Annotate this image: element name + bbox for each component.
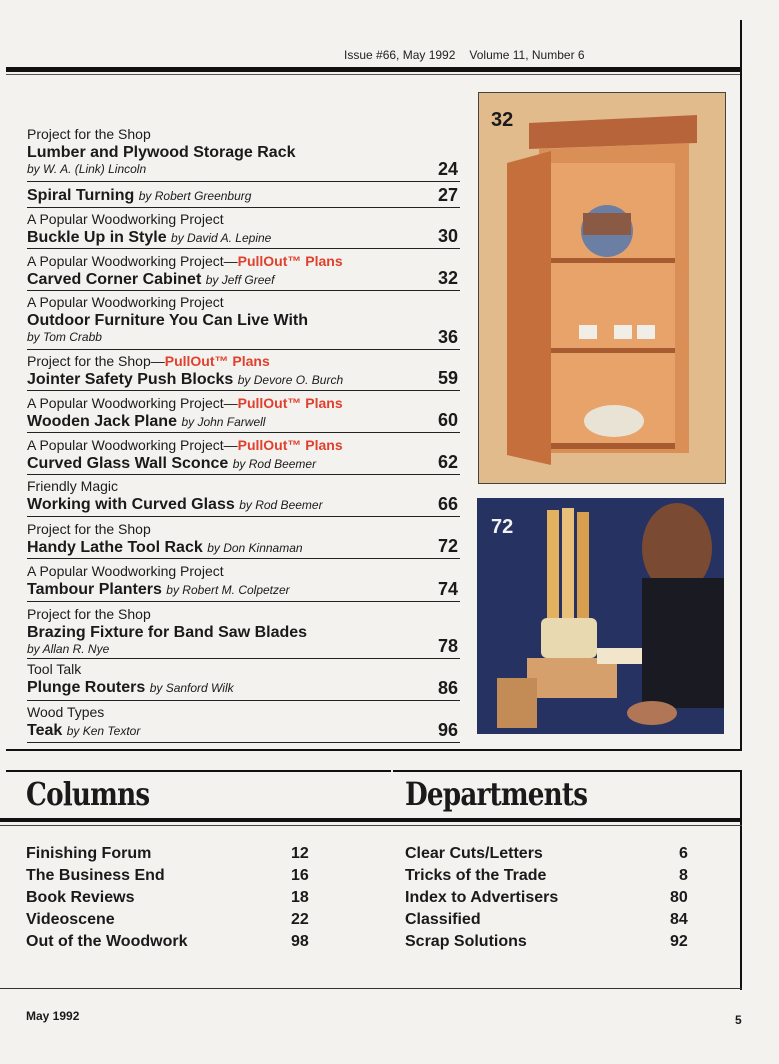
departments-item[interactable] bbox=[405, 887, 705, 909]
entry-kicker: A Popular Woodworking Project bbox=[27, 211, 224, 227]
entry-page: 86 bbox=[437, 678, 458, 698]
entry-kicker: A Popular Woodworking Project bbox=[27, 294, 224, 310]
columns-list bbox=[26, 843, 316, 953]
toc-entry[interactable] bbox=[27, 659, 460, 701]
departments-item[interactable] bbox=[405, 909, 705, 931]
entry-byline: by Don Kinnaman bbox=[207, 541, 303, 555]
entry-page: 36 bbox=[437, 327, 458, 347]
entry-kicker: A Popular Woodworking Project bbox=[27, 563, 224, 579]
departments-item-page: 8 bbox=[679, 867, 688, 884]
departments-item-label: Clear Cuts/Letters bbox=[405, 845, 543, 862]
columns-item-label: The Business End bbox=[26, 867, 165, 884]
toc-entry[interactable] bbox=[27, 433, 460, 475]
top-rule-thin bbox=[6, 74, 740, 75]
columns-item-label: Book Reviews bbox=[26, 889, 135, 906]
entry-page: 24 bbox=[437, 159, 458, 179]
entry-byline: by Robert Greenburg bbox=[138, 189, 252, 203]
columns-item[interactable] bbox=[26, 931, 316, 953]
departments-item-page: 6 bbox=[679, 845, 688, 862]
entry-byline: by Rod Beemer bbox=[239, 498, 323, 512]
entry-byline: by Jeff Greef bbox=[205, 273, 275, 287]
departments-item-label: Index to Advertisers bbox=[405, 889, 559, 906]
entry-kicker: Project for the Shop— bbox=[27, 353, 165, 369]
cabinet-photo bbox=[478, 92, 726, 484]
toc-entry[interactable] bbox=[27, 291, 460, 350]
entry-page: 59 bbox=[437, 368, 458, 388]
entry-title: Carved Corner Cabinet bbox=[27, 271, 202, 288]
entry-title: Buckle Up in Style bbox=[27, 229, 167, 246]
feature-article-list bbox=[27, 126, 460, 743]
departments-item[interactable] bbox=[405, 931, 705, 953]
departments-item-label: Tricks of the Trade bbox=[405, 867, 547, 884]
columns-item[interactable] bbox=[26, 843, 316, 865]
departments-item[interactable] bbox=[405, 865, 705, 887]
columns-item-page: 98 bbox=[291, 933, 309, 950]
pullout-plans-label: PullOut™ Plans bbox=[164, 353, 270, 369]
entry-byline: by Allan R. Nye bbox=[27, 642, 110, 656]
toc-entry[interactable] bbox=[27, 602, 460, 659]
entry-kicker: Project for the Shop bbox=[27, 521, 151, 537]
columns-heading: Columns bbox=[26, 775, 150, 813]
volume-text: Volume 11, Number 6 bbox=[469, 48, 585, 62]
columns-item-page: 22 bbox=[291, 911, 309, 928]
pullout-plans-label: PullOut™ Plans bbox=[237, 437, 343, 453]
entry-byline: by David A. Lepine bbox=[171, 231, 272, 245]
toc-entry[interactable] bbox=[27, 517, 460, 559]
departments-item-label: Scrap Solutions bbox=[405, 933, 527, 950]
photo-page-label: 32 bbox=[491, 109, 514, 131]
departments-item-page: 92 bbox=[670, 933, 688, 950]
entry-kicker: A Popular Woodworking Project— bbox=[27, 437, 238, 453]
entry-page: 66 bbox=[437, 494, 458, 514]
top-rule bbox=[6, 67, 740, 72]
toc-entry[interactable] bbox=[27, 559, 460, 602]
page-number: 5 bbox=[735, 1013, 742, 1027]
entry-title: Jointer Safety Push Blocks bbox=[27, 371, 234, 388]
departments-item[interactable] bbox=[405, 843, 705, 865]
columns-item-label: Videoscene bbox=[26, 911, 115, 928]
toc-entry[interactable] bbox=[27, 350, 460, 391]
toc-entry[interactable] bbox=[27, 182, 460, 208]
columns-item[interactable] bbox=[26, 887, 316, 909]
entry-title: Handy Lathe Tool Rack bbox=[27, 539, 203, 556]
entry-byline: by Robert M. Colpetzer bbox=[166, 583, 290, 597]
entry-byline: by John Farwell bbox=[181, 415, 266, 429]
section-rule-thin bbox=[0, 825, 742, 826]
entry-title: Tambour Planters bbox=[27, 581, 162, 598]
page-edge-rule bbox=[740, 20, 742, 750]
entry-byline: by Rod Beemer bbox=[232, 457, 317, 471]
departments-list bbox=[405, 843, 705, 953]
entry-page: 60 bbox=[437, 410, 458, 430]
lathe-illustration bbox=[477, 498, 724, 734]
columns-item[interactable] bbox=[26, 865, 316, 887]
entry-title: Plunge Routers bbox=[27, 679, 146, 696]
entry-kicker: Wood Types bbox=[27, 704, 105, 720]
columns-item-label: Finishing Forum bbox=[26, 845, 152, 862]
pullout-plans-label: PullOut™ Plans bbox=[237, 395, 343, 411]
entry-page: 30 bbox=[437, 226, 458, 246]
toc-entry[interactable] bbox=[27, 249, 460, 291]
entry-kicker: Friendly Magic bbox=[27, 478, 119, 494]
toc-entry[interactable] bbox=[27, 126, 460, 182]
lathe-photo bbox=[477, 498, 724, 734]
entry-kicker: Project for the Shop bbox=[27, 606, 151, 622]
entry-page: 96 bbox=[437, 720, 458, 740]
issue-line bbox=[344, 48, 585, 62]
columns-item[interactable] bbox=[26, 909, 316, 931]
departments-heading: Departments bbox=[405, 775, 588, 813]
entry-title: Curved Glass Wall Sconce bbox=[27, 455, 229, 472]
entry-title: Spiral Turning bbox=[27, 187, 135, 204]
toc-entry[interactable] bbox=[27, 391, 460, 433]
entry-kicker: A Popular Woodworking Project— bbox=[27, 395, 238, 411]
pullout-plans-label: PullOut™ Plans bbox=[237, 253, 343, 269]
entry-page: 27 bbox=[437, 185, 458, 205]
photo-page-label: 72 bbox=[491, 516, 514, 538]
footer-date: May 1992 bbox=[26, 1009, 80, 1023]
departments-item-label: Classified bbox=[405, 911, 481, 928]
toc-bottom-rule bbox=[6, 749, 742, 751]
cabinet-illustration bbox=[479, 93, 725, 483]
entry-byline: by W. A. (Link) Lincoln bbox=[27, 162, 147, 176]
entry-kicker: Tool Talk bbox=[27, 661, 82, 677]
entry-title: Teak bbox=[27, 722, 63, 739]
entry-kicker: A Popular Woodworking Project— bbox=[27, 253, 238, 269]
entry-title: Outdoor Furniture You Can Live With bbox=[27, 312, 309, 329]
entry-page: 32 bbox=[437, 268, 458, 288]
toc-entry[interactable] bbox=[27, 701, 460, 743]
issue-text: Issue #66, May 1992 bbox=[344, 48, 456, 62]
entry-kicker: Project for the Shop bbox=[27, 126, 151, 142]
columns-item-page: 18 bbox=[291, 889, 309, 906]
entry-title: Wooden Jack Plane bbox=[27, 413, 177, 430]
entry-title: Working with Curved Glass bbox=[27, 496, 235, 513]
entry-page: 72 bbox=[437, 536, 458, 556]
bottom-rule bbox=[0, 988, 742, 989]
entry-byline: by Sanford Wilk bbox=[149, 681, 234, 695]
entry-page: 78 bbox=[437, 636, 458, 656]
toc-entry[interactable] bbox=[27, 208, 460, 249]
section-rule bbox=[0, 818, 742, 822]
departments-item-page: 84 bbox=[670, 911, 688, 928]
toc-entry[interactable] bbox=[27, 475, 460, 517]
columns-item-page: 12 bbox=[291, 845, 309, 862]
entry-byline: by Tom Crabb bbox=[27, 330, 102, 344]
columns-item-label: Out of the Woodwork bbox=[26, 933, 188, 950]
columns-item-page: 16 bbox=[291, 867, 309, 884]
entry-page: 62 bbox=[437, 452, 458, 472]
departments-item-page: 80 bbox=[670, 889, 688, 906]
entry-title: Brazing Fixture for Band Saw Blades bbox=[27, 624, 308, 641]
entry-title: Lumber and Plywood Storage Rack bbox=[27, 144, 296, 161]
entry-page: 74 bbox=[437, 579, 458, 599]
entry-byline: by Ken Textor bbox=[66, 724, 141, 738]
entry-byline: by Devore O. Burch bbox=[237, 373, 344, 387]
